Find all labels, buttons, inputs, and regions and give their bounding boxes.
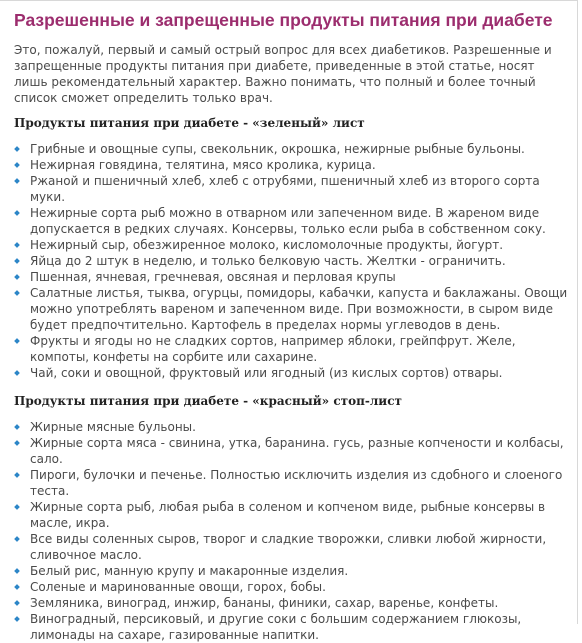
- list-item: [14, 595, 574, 611]
- bullet-icon: [14, 370, 20, 376]
- bullet-icon: [14, 210, 20, 216]
- list-item-text: Виноградный, персиковый, и другие соки с большим содержанием глюкозы, лимонады на сахаре, газированные напитки.: [30, 612, 522, 642]
- list-item-text: Нежирная говядина, телятина, мясо кролика, курица.: [30, 158, 376, 172]
- bullet-icon: [14, 440, 20, 446]
- list-item: [14, 579, 574, 595]
- list-item-text: Нежирные сорта рыб можно в отварном или запеченном виде. В жареном виде допускается в редких случаях. Консервы, только если рыба в собственном соку.: [30, 206, 546, 236]
- list-item: [14, 157, 574, 173]
- list-item: [14, 435, 574, 467]
- list-item: [14, 173, 574, 205]
- list-item-text: Жирные мясные бульоны.: [30, 420, 196, 434]
- list-item-text: Белый рис, манную крупу и макаронные изделия.: [30, 564, 349, 578]
- list-item: [14, 467, 574, 499]
- article-title: Разрешенные и запрещенные продукты питания при диабете: [14, 10, 553, 30]
- list-item: [14, 365, 574, 381]
- list-item: [14, 237, 574, 253]
- red-list: [14, 419, 574, 643]
- bullet-icon: [14, 568, 20, 574]
- list-item-text: Пироги, булочки и печенье. Полностью исключить изделия из сдобного и слоеного теста.: [30, 468, 563, 498]
- list-item: [14, 205, 574, 237]
- list-item: [14, 563, 574, 579]
- bullet-icon: [14, 162, 20, 168]
- bullet-icon: [14, 258, 20, 264]
- bullet-icon: [14, 338, 20, 344]
- intro-paragraph: Это, пожалуй, первый и самый острый вопрос для всех диабетиков. Разрешенные и запрещенные продукты питания при диабете, приведенные в этой статье, носят лишь рекомендательный характер. Важно понимать, что полный и более точный список сможет определить только врач.: [14, 43, 552, 105]
- list-item: [14, 269, 574, 285]
- green-list-heading: Продукты питания при диабете - «зеленый» лист: [14, 116, 365, 130]
- list-item: [14, 333, 574, 365]
- list-item: [14, 253, 574, 269]
- list-item-text: Пшенная, ячневая, гречневая, овсяная и перловая крупы: [30, 270, 396, 284]
- list-item: [14, 499, 574, 531]
- list-item: [14, 611, 574, 643]
- list-item: [14, 419, 574, 435]
- list-item-text: Жирные сорта рыб, любая рыба в соленом и копченом виде, рыбные консервы в масле, икра.: [30, 500, 546, 530]
- bullet-icon: [14, 504, 20, 510]
- list-item-text: Жирные сорта мяса - свинина, утка, баранина. гусь, разные копчености и колбасы, сало.: [30, 436, 564, 466]
- list-item-text: Яйца до 2 штук в неделю, и только белковую часть. Желтки - ограничить.: [30, 254, 506, 268]
- bullet-icon: [14, 536, 20, 542]
- list-item-text: Ржаной и пшеничный хлеб, хлеб с отрубями, пшеничный хлеб из второго сорта муки.: [30, 174, 540, 204]
- bullet-icon: [14, 290, 20, 296]
- list-item-text: Фрукты и ягоды но не сладких сортов, например яблоки, грейпфрут. Желе, компоты, конфеты на сорбите или сахарине.: [30, 334, 516, 364]
- list-item-text: Нежирный сыр, обезжиренное молоко, кисломолочные продукты, йогурт.: [30, 238, 504, 252]
- list-item: [14, 285, 574, 333]
- bullet-icon: [14, 584, 20, 590]
- bullet-icon: [14, 242, 20, 248]
- bullet-icon: [14, 616, 20, 622]
- list-item-text: Салатные листья, тыква, огурцы, помидоры, кабачки, капуста и баклажаны. Овощи можно употреблять вареном и запеченном виде. При возможности, в сыром виде будет предпочтительно. Картофель в пределах нормы углеводов в день.: [30, 286, 568, 332]
- list-item-text: Земляника, виноград, инжир, бананы, финики, сахар, варенье, конфеты.: [30, 596, 499, 610]
- bullet-icon: [14, 274, 20, 280]
- red-list-heading: Продукты питания при диабете - «красный» стоп-лист: [14, 394, 402, 408]
- list-item: [14, 141, 574, 157]
- list-item-text: Чай, соки и овощной, фруктовый или ягодный (из кислых сортов) отвары.: [30, 366, 503, 380]
- bullet-icon: [14, 472, 20, 478]
- bullet-icon: [14, 146, 20, 152]
- list-item-text: Соленые и маринованные овощи, горох, бобы.: [30, 580, 326, 594]
- bullet-icon: [14, 178, 20, 184]
- bullet-icon: [14, 600, 20, 606]
- green-list: [14, 141, 574, 381]
- list-item: [14, 531, 574, 563]
- list-item-text: Грибные и овощные супы, свекольник, окрошка, нежирные рыбные бульоны.: [30, 142, 525, 156]
- list-item-text: Все виды соленных сыров, творог и сладкие творожки, сливки любой жирности, сливочное масло.: [30, 532, 547, 562]
- bullet-icon: [14, 424, 20, 430]
